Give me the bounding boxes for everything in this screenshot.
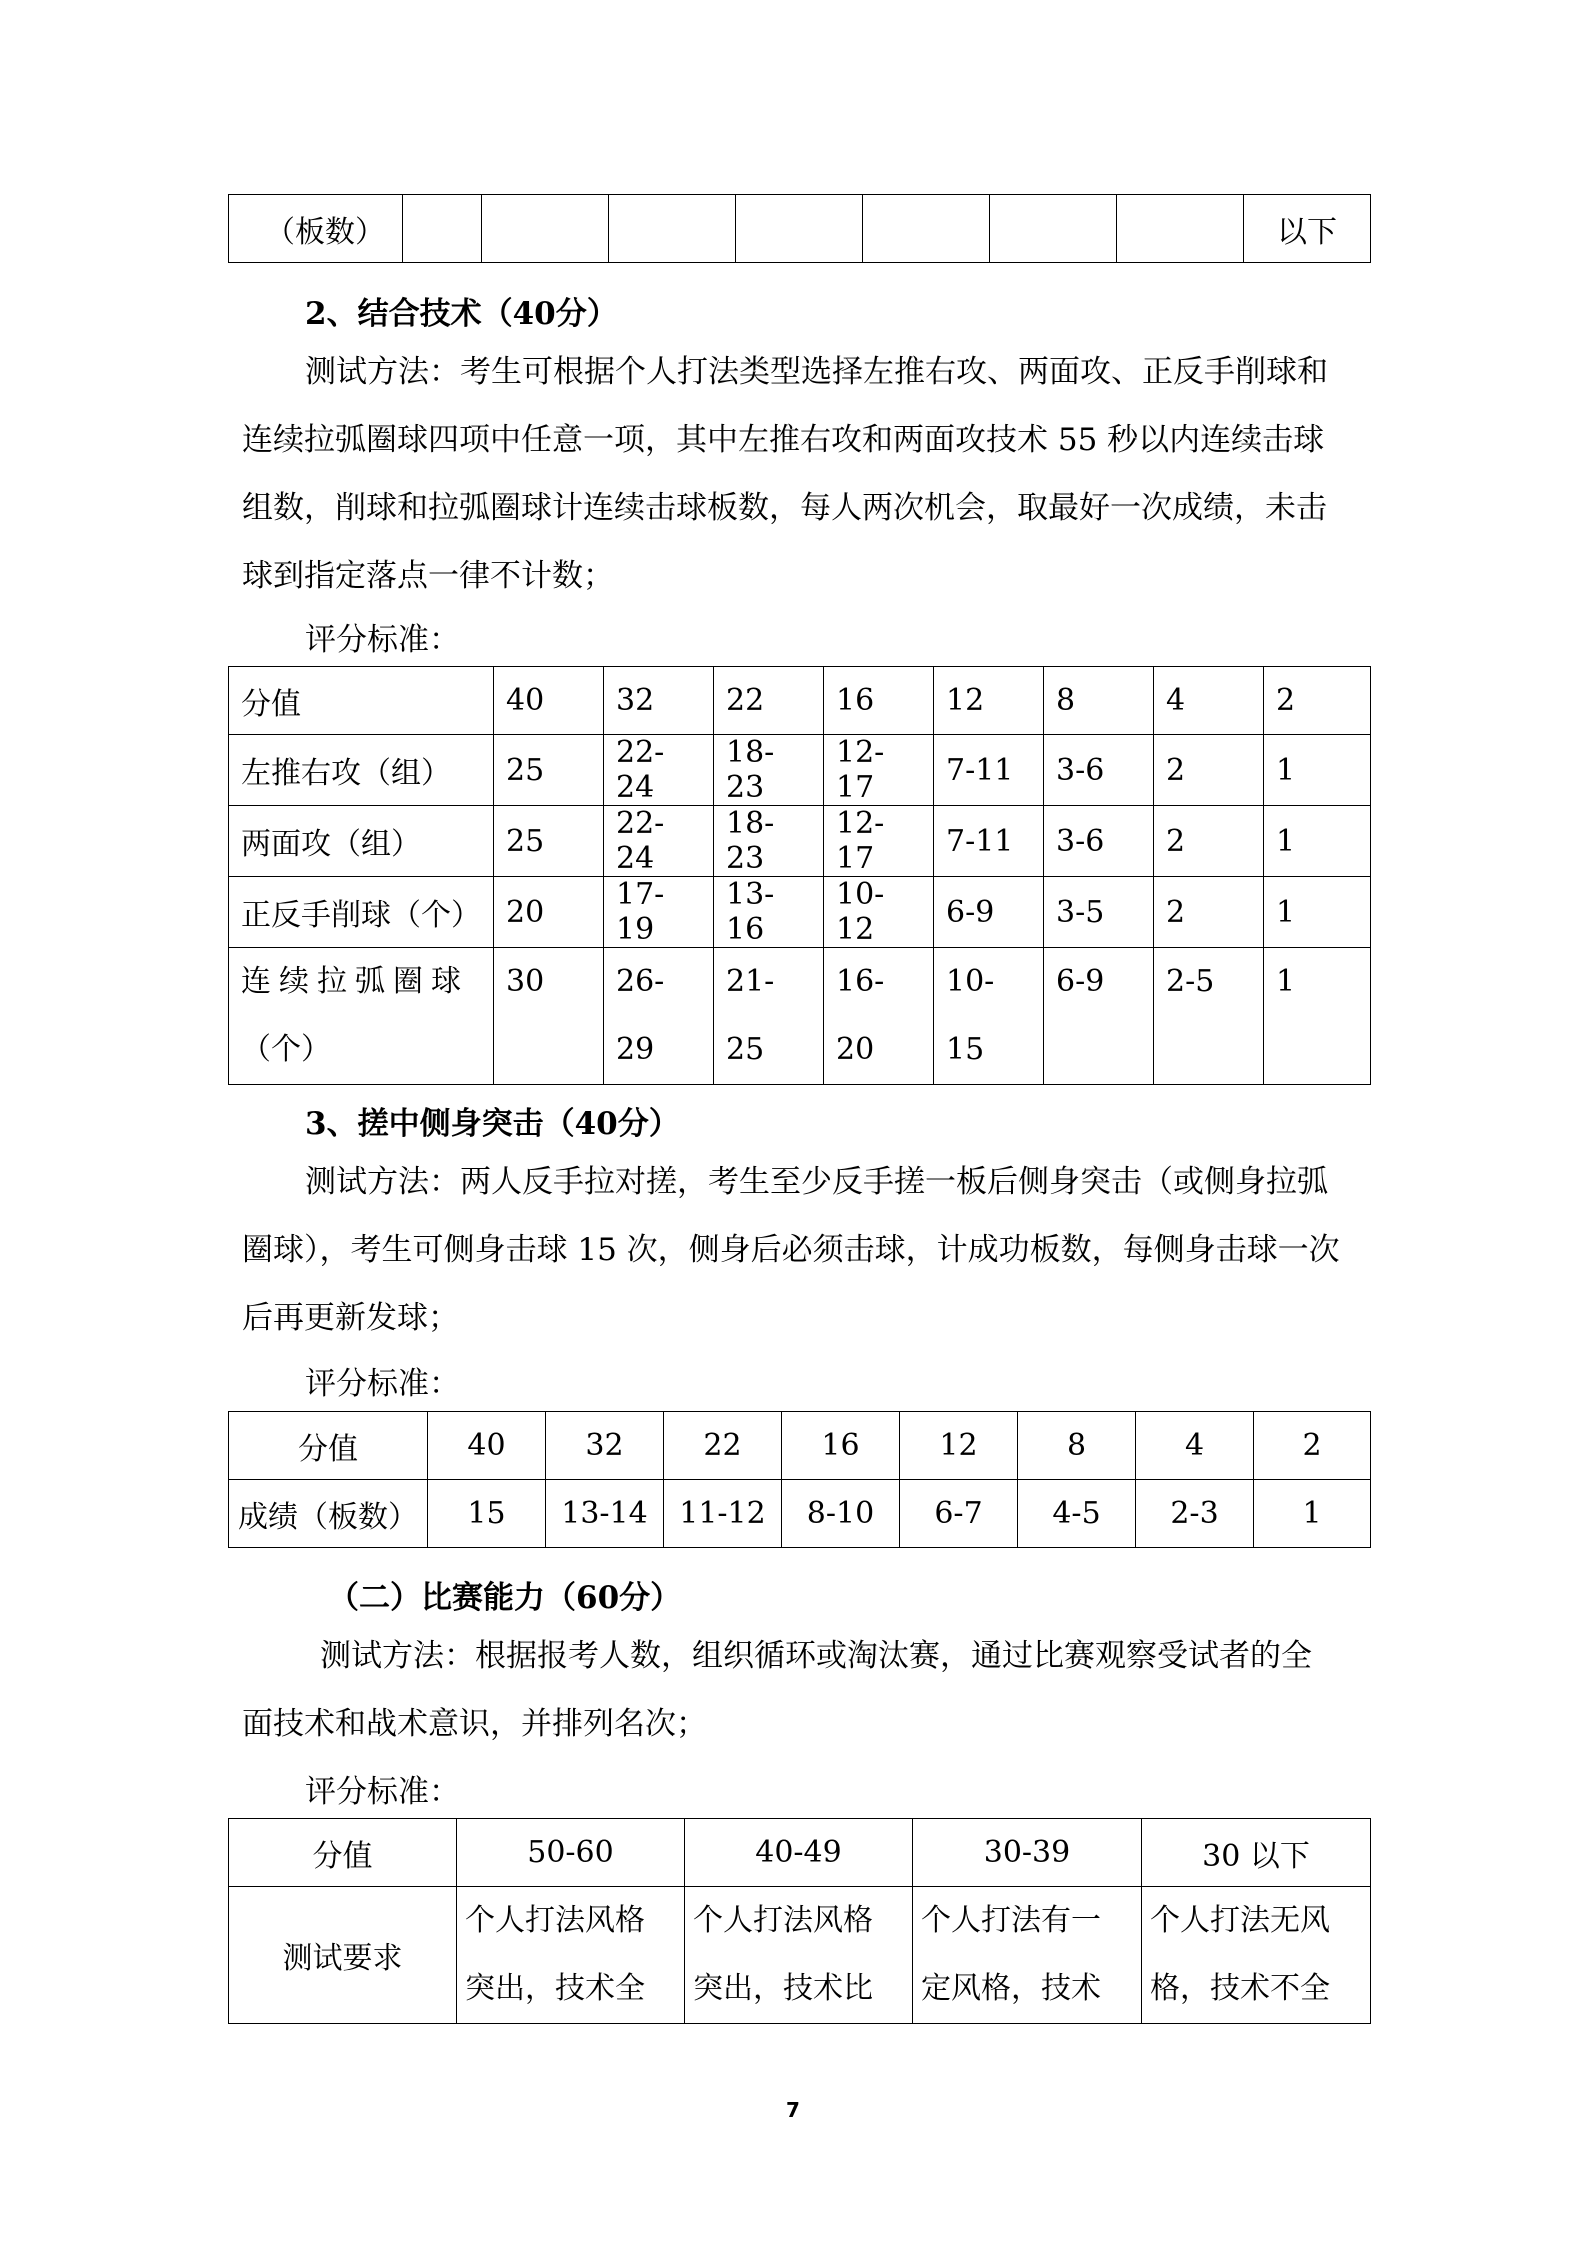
table-cell: 2-3 xyxy=(1136,1480,1254,1548)
table-cell xyxy=(685,1887,913,2024)
section-heading: 3、搓中侧身突击（40分） xyxy=(305,1106,680,1142)
table-cell: 2 xyxy=(1264,667,1371,735)
paragraph-line: 连续拉弧圈球四项中任意一项，其中左推右攻和两面攻技术 55 秒以内连续击球 xyxy=(242,422,1325,458)
table-cell: 13-14 xyxy=(546,1480,664,1548)
table-cell: （板数） xyxy=(229,195,403,263)
table-cell: 1 xyxy=(1264,735,1371,806)
cell-line: 突出，技术全 xyxy=(465,1971,645,2006)
table-cell xyxy=(736,195,863,263)
score-table-chop-attack xyxy=(228,1411,1371,1548)
page-number: 7 xyxy=(786,2098,800,2122)
section-heading: 2、结合技术（40分） xyxy=(305,296,618,332)
table-cell: 15 xyxy=(428,1480,546,1548)
table-cell xyxy=(457,1887,685,2024)
table-cell xyxy=(403,195,482,263)
table-cell: 6-9 xyxy=(934,877,1044,948)
table-cell: 22 xyxy=(714,667,824,735)
table-cell: 2-5 xyxy=(1154,948,1264,1085)
table-cell: 30 以下 xyxy=(1142,1819,1371,1887)
cell-line: 突出，技术比 xyxy=(693,1971,873,2006)
table-cell: 12-17 xyxy=(824,735,934,806)
paragraph-line: 面技术和战术意识，并排列名次； xyxy=(242,1706,707,1742)
table-cell xyxy=(229,948,494,1085)
table-cell: 50-60 xyxy=(457,1819,685,1887)
table-cell: 13-16 xyxy=(714,877,824,948)
score-table-match xyxy=(228,1818,1371,2024)
table-cell: 3-6 xyxy=(1044,806,1154,877)
table-cell: 12-17 xyxy=(824,806,934,877)
paragraph-line: 测试方法：两人反手拉对搓，考生至少反手搓一板后侧身突击（或侧身拉弧 xyxy=(305,1164,1328,1200)
table-cell: 40 xyxy=(494,667,604,735)
table-cell: 16-20 xyxy=(824,948,934,1085)
table-cell: 2 xyxy=(1154,735,1264,806)
table-cell: 10-15 xyxy=(934,948,1044,1085)
table-cell: 22 xyxy=(664,1412,782,1480)
table-cell: 2 xyxy=(1154,877,1264,948)
table-cell: 两面攻（组） xyxy=(229,806,494,877)
table-cell: 12 xyxy=(900,1412,1018,1480)
table-cell: 6-9 xyxy=(1044,948,1154,1085)
table-cell: 12 xyxy=(934,667,1044,735)
table-cell xyxy=(863,195,990,263)
section-heading: （二）比赛能力（60分） xyxy=(328,1580,682,1616)
table-cell: 18-23 xyxy=(714,735,824,806)
table-cell: 1 xyxy=(1264,948,1371,1085)
table-cell: 8-10 xyxy=(782,1480,900,1548)
paragraph-line: 后再更新发球； xyxy=(242,1300,459,1336)
criteria-label: 评分标准： xyxy=(305,1774,460,1810)
table-cell: 22-24 xyxy=(604,806,714,877)
table-cell: 1 xyxy=(1264,806,1371,877)
criteria-label: 评分标准： xyxy=(305,1366,460,1402)
table-cell: 2 xyxy=(1154,806,1264,877)
table-cell: 8 xyxy=(1044,667,1154,735)
table-cell: 18-23 xyxy=(714,806,824,877)
cell-line: 格，技术不全 xyxy=(1150,1971,1330,2006)
table-cell: 4 xyxy=(1136,1412,1254,1480)
table-cell: 4 xyxy=(1154,667,1264,735)
table-cell: 3-5 xyxy=(1044,877,1154,948)
table-cell: 分值 xyxy=(229,1819,457,1887)
table-cell: 以下 xyxy=(1244,195,1371,263)
table-cell: 分值 xyxy=(229,1412,428,1480)
score-table-top xyxy=(228,194,1371,263)
table-cell: 30 xyxy=(494,948,604,1085)
cell-line: 个人打法风格 xyxy=(465,1903,645,1938)
method-paragraph xyxy=(242,1148,1362,1352)
criteria-label: 评分标准： xyxy=(305,622,460,658)
table-cell: 4-5 xyxy=(1018,1480,1136,1548)
table-cell: 7-11 xyxy=(934,806,1044,877)
table-cell: 17-19 xyxy=(604,877,714,948)
paragraph-line: 测试方法：考生可根据个人打法类型选择左推右攻、两面攻、正反手削球和 xyxy=(305,354,1328,390)
cell-line: 个人打法无风 xyxy=(1150,1903,1330,1938)
table-cell: 32 xyxy=(604,667,714,735)
paragraph-line: 圈球），考生可侧身击球 15 次，侧身后必须击球，计成功板数，每侧身击球一次 xyxy=(242,1232,1340,1268)
table-cell xyxy=(1117,195,1244,263)
score-table-combined-tech xyxy=(228,666,1371,1085)
table-cell: 7-11 xyxy=(934,735,1044,806)
paragraph-line: 球到指定落点一律不计数； xyxy=(242,558,614,594)
cell-line: 个人打法有一 xyxy=(921,1903,1101,1938)
table-cell: 11-12 xyxy=(664,1480,782,1548)
table-cell: 正反手削球（个） xyxy=(229,877,494,948)
table-cell: 20 xyxy=(494,877,604,948)
paragraph-line: 组数，削球和拉弧圈球计连续击球板数，每人两次机会，取最好一次成绩，未击 xyxy=(242,490,1327,526)
paragraph-line: 测试方法：根据报考人数，组织循环或淘汰赛，通过比赛观察受试者的全 xyxy=(320,1638,1312,1674)
table-cell: 1 xyxy=(1254,1480,1371,1548)
table-cell xyxy=(913,1887,1142,2024)
table-cell xyxy=(990,195,1117,263)
table-cell: 40 xyxy=(428,1412,546,1480)
method-paragraph xyxy=(242,338,1362,610)
table-cell: 16 xyxy=(782,1412,900,1480)
cell-line: （个） xyxy=(241,1032,331,1067)
table-cell: 30-39 xyxy=(913,1819,1142,1887)
table-cell xyxy=(482,195,609,263)
table-cell: 3-6 xyxy=(1044,735,1154,806)
table-cell: 2 xyxy=(1254,1412,1371,1480)
cell-line: 连续拉弧圈球 xyxy=(241,964,469,999)
table-cell: 16 xyxy=(824,667,934,735)
cell-line: 定风格，技术 xyxy=(921,1971,1101,2006)
table-cell: 成绩（板数） xyxy=(229,1480,428,1548)
table-cell: 26-29 xyxy=(604,948,714,1085)
table-cell: 25 xyxy=(494,806,604,877)
table-cell: 32 xyxy=(546,1412,664,1480)
table-cell: 测试要求 xyxy=(229,1887,457,2024)
table-cell: 40-49 xyxy=(685,1819,913,1887)
table-cell: 1 xyxy=(1264,877,1371,948)
table-cell: 左推右攻（组） xyxy=(229,735,494,806)
table-cell: 21-25 xyxy=(714,948,824,1085)
method-paragraph xyxy=(242,1622,1362,1758)
table-cell: 25 xyxy=(494,735,604,806)
table-cell: 8 xyxy=(1018,1412,1136,1480)
table-cell: 10-12 xyxy=(824,877,934,948)
table-cell: 22-24 xyxy=(604,735,714,806)
table-cell xyxy=(1142,1887,1371,2024)
cell-line: 个人打法风格 xyxy=(693,1903,873,1938)
table-cell xyxy=(609,195,736,263)
table-cell: 6-7 xyxy=(900,1480,1018,1548)
table-cell: 分值 xyxy=(229,667,494,735)
